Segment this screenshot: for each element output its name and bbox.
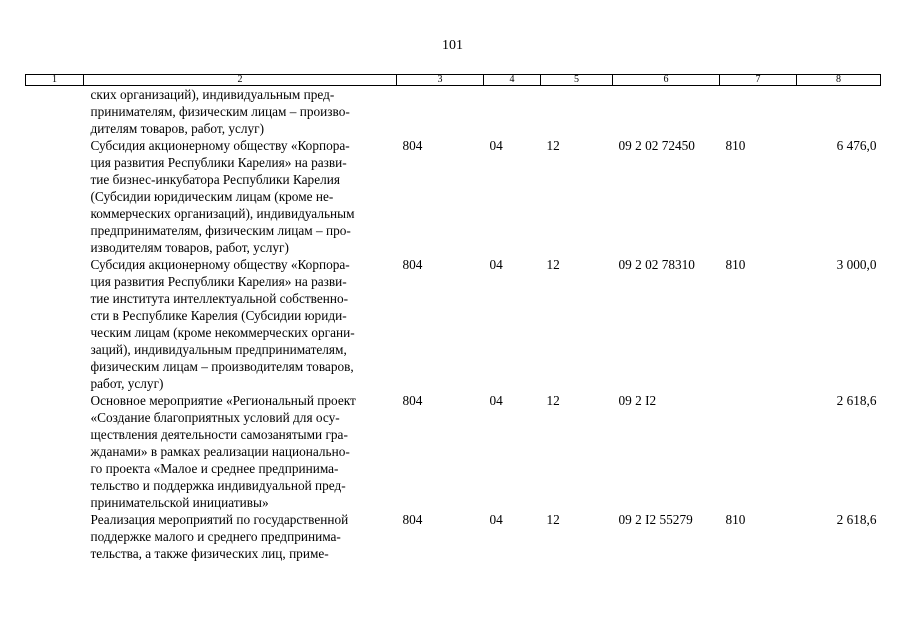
ministry-code-cell: 804 (402, 257, 423, 272)
item-name-line: тие института интеллектуальной собственно- (90, 291, 349, 306)
item-name-line: ция развития Республики Карелия» на разви- (90, 155, 347, 170)
amount-cell (797, 86, 881, 138)
item-name-line: поддержке малого и среднего предпринима- (90, 529, 341, 544)
item-name-line: ческим лицам (кроме некоммерческих органи- (90, 325, 355, 340)
expense-type-cell: 810 (725, 512, 746, 527)
item-name-line: тельства, а также физических лиц, приме- (90, 546, 329, 561)
empty-cell (26, 256, 84, 392)
budget-table (25, 74, 881, 562)
empty-cell (26, 137, 84, 256)
column-header: 5 (541, 75, 613, 86)
section-code-cell (484, 86, 541, 138)
amount-cell: 2 618,6 (836, 393, 877, 408)
item-name-line: (Субсидии юридическим лицам (кроме не- (90, 189, 334, 204)
target-code-cell: 09 2 02 78310 (618, 257, 695, 272)
item-name-line: «Создание благоприятных условий для осу- (90, 410, 340, 425)
expense-type-cell: 810 (725, 257, 746, 272)
table-row (26, 256, 881, 392)
item-name-line: принимательской инициативы» (90, 495, 269, 510)
item-name-line: тельство и поддержка индивидуальной пред- (90, 478, 346, 493)
section-code-cell: 04 (489, 257, 503, 272)
table-row (26, 511, 881, 562)
subsection-code-cell (541, 86, 613, 138)
item-name-line: работ, услуг) (90, 376, 164, 391)
subsection-code-cell: 12 (546, 138, 560, 153)
amount-cell: 6 476,0 (836, 138, 877, 153)
ministry-code-cell: 804 (402, 393, 423, 408)
section-code-cell: 04 (489, 138, 503, 153)
item-name-line: тие бизнес-инкубатора Республики Карелия (90, 172, 340, 187)
table-row (26, 137, 881, 256)
amount-cell: 3 000,0 (836, 257, 877, 272)
item-name-cell (84, 86, 397, 138)
item-name-cell (84, 256, 397, 392)
section-code-cell: 04 (489, 512, 503, 527)
item-name-line: предпринимателям, физическим лицам – про- (90, 223, 351, 238)
column-header: 7 (720, 75, 797, 86)
table-row (26, 86, 881, 138)
item-name-cell (84, 137, 397, 256)
item-name-line: жданами» в рамках реализации национально- (90, 444, 350, 459)
table-row (26, 392, 881, 511)
subsection-code-cell: 12 (546, 393, 560, 408)
expense-type-cell (720, 392, 797, 511)
item-name-line: Субсидия акционерному обществу «Корпора- (90, 138, 350, 153)
subsection-code-cell: 12 (546, 512, 560, 527)
target-code-cell: 09 2 02 72450 (618, 138, 695, 153)
subsection-code-cell: 12 (546, 257, 560, 272)
section-code-cell: 04 (489, 393, 503, 408)
column-header: 4 (484, 75, 541, 86)
item-name-line: го проекта «Малое и среднее предпринима- (90, 461, 339, 476)
target-code-cell: 09 2 I2 55279 (618, 512, 693, 527)
target-code-cell (613, 86, 720, 138)
item-name-line: Субсидия акционерному обществу «Корпора- (90, 257, 350, 272)
ministry-code-cell: 804 (402, 138, 423, 153)
item-name-line: Основное мероприятие «Региональный проект (90, 393, 356, 408)
column-header: 6 (613, 75, 720, 86)
item-name-cell (84, 511, 397, 562)
empty-cell (26, 392, 84, 511)
item-name-line: ществления деятельности самозанятыми гра- (90, 427, 348, 442)
item-name-line: сти в Республике Карелия (Субсидии юриди- (90, 308, 347, 323)
item-name-line: изводителям товаров, работ, услуг) (90, 240, 289, 255)
expense-type-cell: 810 (725, 138, 746, 153)
column-number-header-row (26, 75, 881, 86)
column-header: 1 (26, 75, 84, 86)
amount-cell: 2 618,6 (836, 512, 877, 527)
page-number: 101 (442, 38, 463, 53)
item-name-line: принимателям, физическим лицам – произво- (90, 104, 350, 119)
ministry-code-cell (397, 86, 484, 138)
target-code-cell: 09 2 I2 (618, 393, 657, 408)
item-name-line: ция развития Республики Карелия» на разви- (90, 274, 347, 289)
item-name-line: физическим лицам – производителям товаров, (90, 359, 354, 374)
empty-cell (26, 511, 84, 562)
item-name-cell (84, 392, 397, 511)
item-name-line: коммерческих организаций), индивидуальным (90, 206, 355, 221)
item-name-line: Реализация мероприятий по государственной (90, 512, 349, 527)
column-header: 3 (397, 75, 484, 86)
item-name-line: ских организаций), индивидуальным пред- (90, 87, 335, 102)
empty-cell (26, 86, 84, 138)
expense-type-cell (720, 86, 797, 138)
item-name-line: заций), индивидуальным предпринимателям, (90, 342, 347, 357)
column-header: 2 (84, 75, 397, 86)
column-header: 8 (797, 75, 881, 86)
item-name-line: дителям товаров, работ, услуг) (90, 121, 265, 136)
ministry-code-cell: 804 (402, 512, 423, 527)
table-body (26, 86, 881, 563)
